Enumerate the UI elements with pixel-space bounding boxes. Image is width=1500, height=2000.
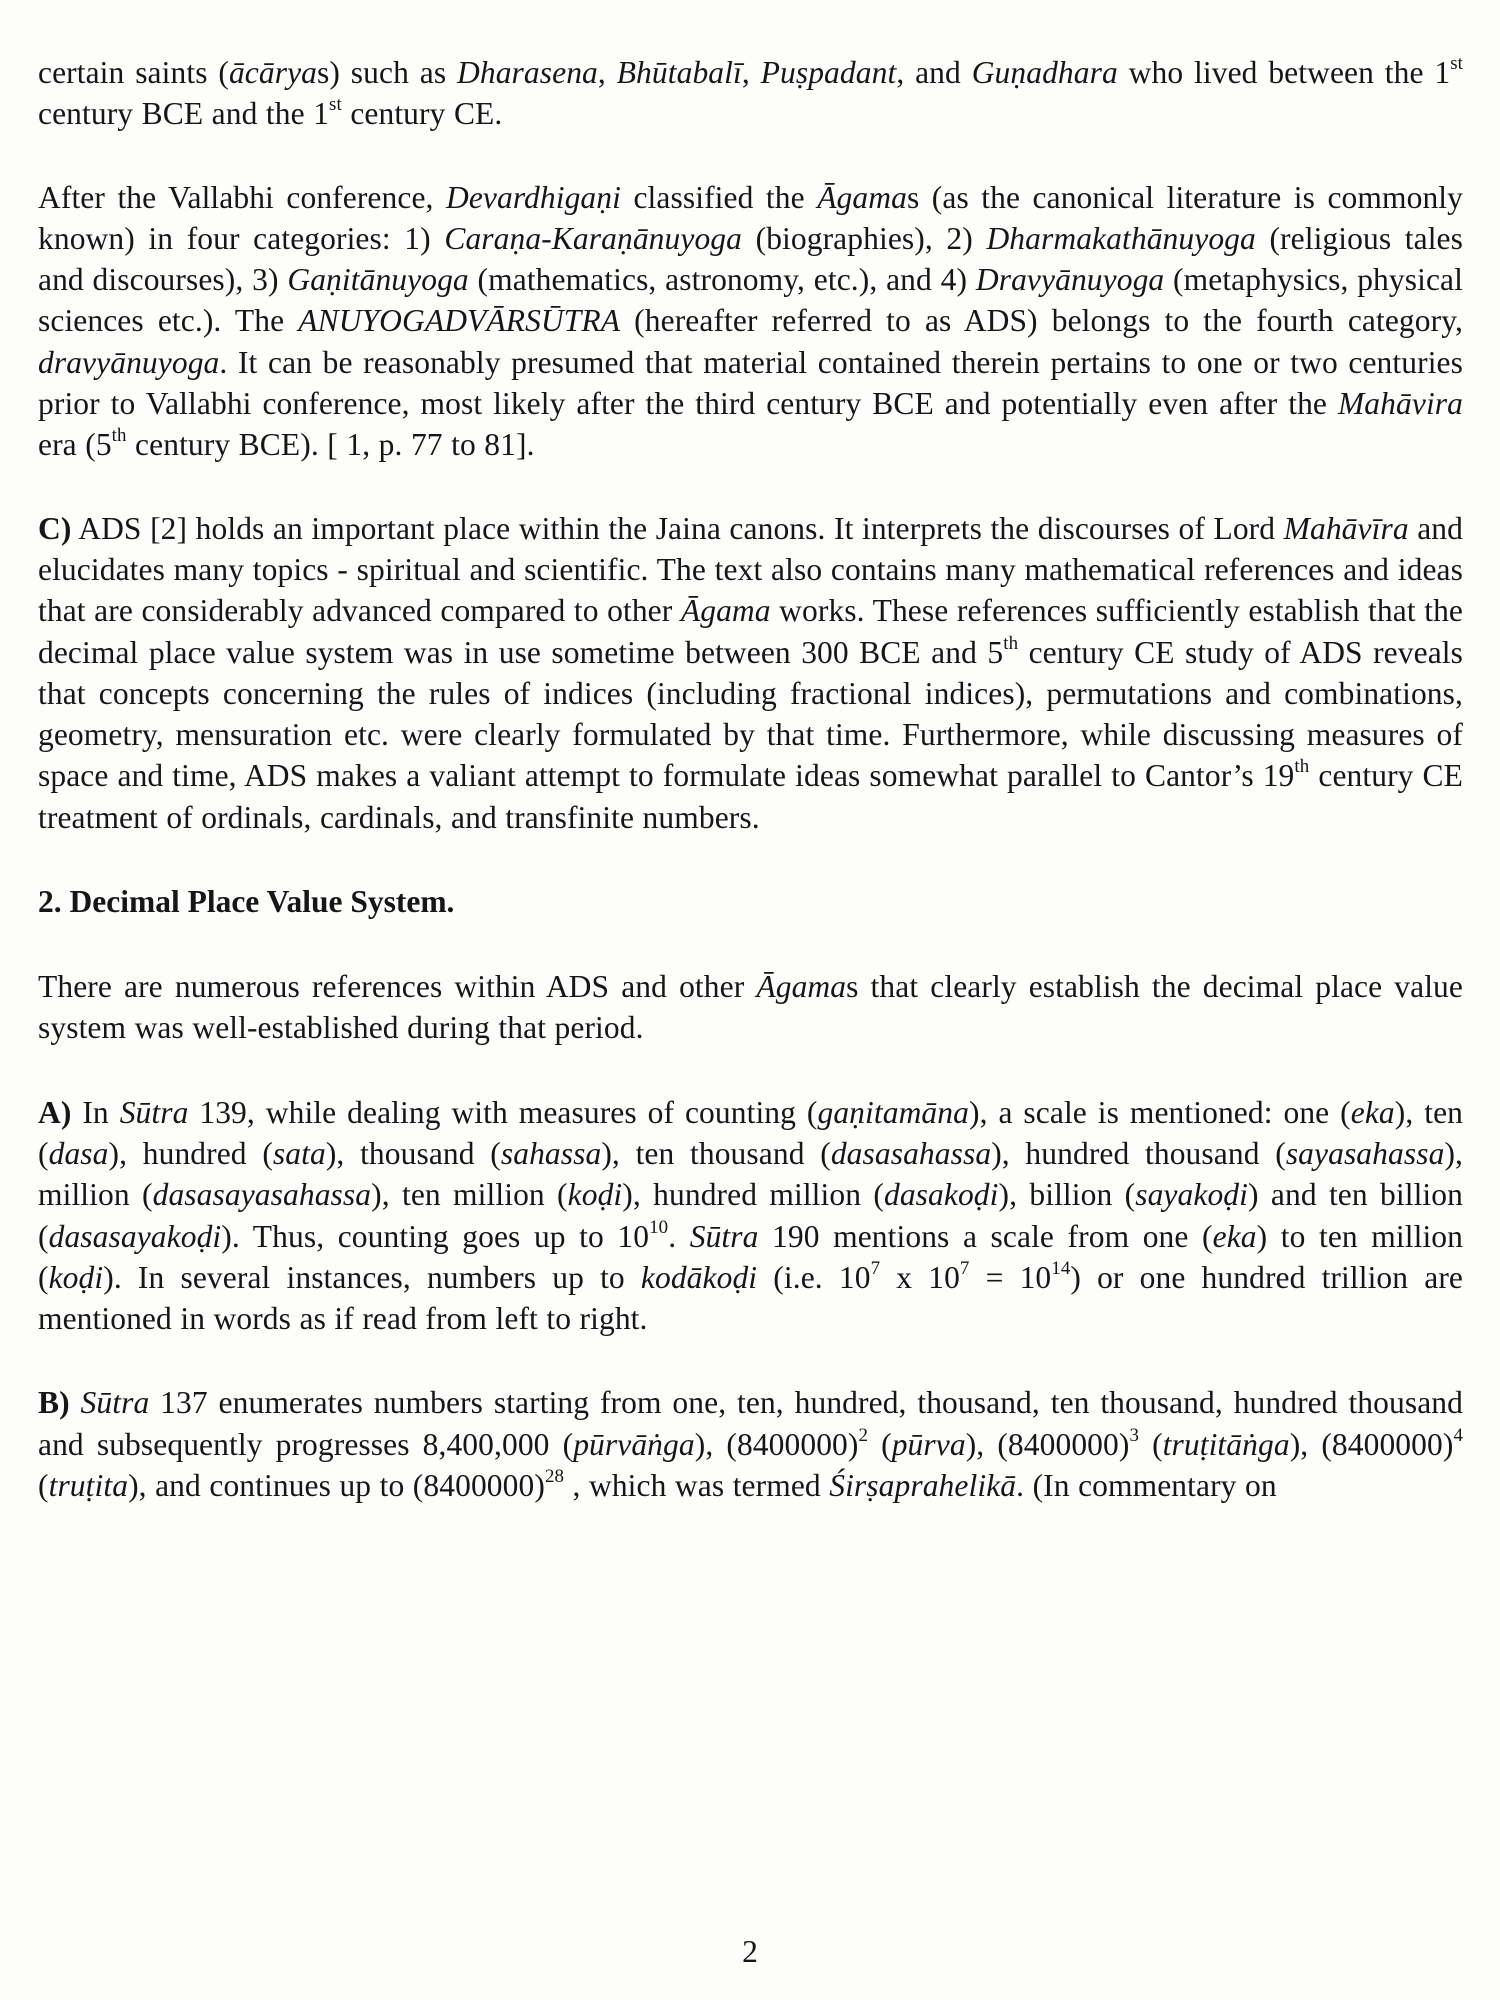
italic-term: Āgama <box>680 593 771 629</box>
superscript: 14 <box>1051 1257 1071 1279</box>
text-run: century BCE and the 1 <box>38 96 330 132</box>
italic-term: Mahāvīra <box>1283 510 1409 546</box>
text-run: There are numerous references within ADS and other <box>38 969 757 1005</box>
italic-term: Sūtra <box>119 1094 189 1130</box>
item-label: B) <box>38 1385 70 1421</box>
italic-term: Bhūtabalī <box>616 55 742 90</box>
text-run: ), a scale is mentioned: one ( <box>969 1094 1351 1130</box>
text-run: classified the <box>621 179 818 215</box>
text-run: ) and ten billion ( <box>38 1177 1463 1254</box>
text-run: s) such as <box>317 55 457 90</box>
text-run: (mathematics, astronomy, etc.), and 4) <box>468 262 976 298</box>
text-run: (metaphysics, physical sciences etc.). The <box>38 262 1463 339</box>
superscript: 4 <box>1453 1424 1463 1446</box>
paragraph-saints-continuation <box>38 52 1463 135</box>
superscript: st <box>329 94 342 116</box>
italic-term: Sūtra <box>689 1218 759 1254</box>
italic-term: kodākoḍi <box>640 1259 758 1295</box>
superscript: th <box>111 425 127 447</box>
item-label: C) <box>38 510 72 546</box>
text-run: ), hundred thousand ( <box>991 1135 1286 1171</box>
text-run: century CE study of ADS reveals that concepts concerning the rules of indices (including fractional indices), permutations and combinations, geometry, mensuration etc. were clearly formulated by that time. Furthermore, while discussing measures of space and time, ADS makes a valiant attempt to formulate ideas somewhat parallel to Cantor’s 19 <box>38 634 1463 794</box>
italic-term: Mahāvira <box>1337 386 1463 422</box>
italic-term: sata <box>272 1135 326 1171</box>
text-run: century CE. <box>341 96 503 132</box>
text-run: ( <box>1139 1426 1163 1462</box>
italic-term: sayasahassa <box>1285 1135 1445 1171</box>
text-run: ), hundred million ( <box>622 1177 884 1213</box>
text-run: era (5 <box>38 427 112 463</box>
text-run: ), ten ( <box>38 1094 1464 1171</box>
page-number: 2 <box>742 1934 758 1969</box>
italic-term: eka <box>1212 1218 1257 1254</box>
text-run: ). Thus, counting goes up to 10 <box>221 1218 650 1254</box>
text-run: ), million ( <box>38 1135 1464 1213</box>
text-run: ADS [2] holds an important place within the Jaina canons. It interprets the discourses of Lord <box>71 510 1284 546</box>
text-run: ), (8400000) <box>694 1426 859 1462</box>
text-run: ), (8400000) <box>1289 1426 1454 1462</box>
italic-term: sayakoḍi <box>1135 1177 1248 1213</box>
text-run: ), and continues up to (8400000) <box>128 1468 545 1504</box>
document-page <box>38 52 1463 1506</box>
text-run: . <box>668 1218 690 1254</box>
paragraph-a-sutra-139 <box>38 1092 1463 1340</box>
text-run: (hereafter referred to as ADS) belongs to the fourth category, <box>620 303 1463 339</box>
italic-term: koḍi <box>48 1259 104 1295</box>
superscript: 2 <box>858 1424 869 1446</box>
text-run: x 10 <box>880 1259 960 1295</box>
text-run: ) to ten million ( <box>38 1218 1464 1295</box>
text-run: s that clearly establish the decimal place value system was well-established during that period. <box>38 969 1463 1046</box>
italic-term: Āgama <box>817 179 907 215</box>
text-run: (i.e. 10 <box>757 1259 871 1295</box>
text-run: . (In commentary on <box>1016 1468 1277 1504</box>
italic-term: Devardhigaṇi <box>445 179 621 215</box>
italic-term: Dharasena <box>457 55 598 90</box>
superscript: st <box>1450 52 1464 74</box>
section-heading-decimal-place-value: 2. Decimal Place Value System. <box>38 884 455 920</box>
superscript: th <box>1003 632 1019 654</box>
superscript: 7 <box>870 1257 881 1279</box>
italic-term: Puṣpadant <box>760 55 897 90</box>
text-run: ), ten million ( <box>371 1177 568 1213</box>
text-run: . It can be reasonably presumed that material contained therein pertains to one or two centuries prior to Vallabhi conference, most likely after the third century BCE and potentially even after the <box>38 344 1463 422</box>
paragraph-vallabhi-conference <box>38 177 1463 466</box>
text-run: , which was termed <box>564 1468 830 1504</box>
italic-term: Śirṣaprahelikā <box>829 1468 1017 1504</box>
text-run: ), billion ( <box>998 1177 1136 1213</box>
italic-term: Āgama <box>756 969 847 1005</box>
italic-term: Guṇadhara <box>971 55 1118 90</box>
italic-term: pūrva <box>891 1426 966 1462</box>
text-run: and elucidates many topics - spiritual and scientific. The text also contains many mathematical references and ideas that are considerably advanced compared to other <box>38 510 1463 629</box>
text-run: who lived between the 1 <box>1117 55 1451 90</box>
italic-term: dasakoḍi <box>883 1177 999 1213</box>
text-run: , <box>597 55 617 90</box>
text-run: In <box>71 1094 120 1130</box>
italic-term: dasa <box>48 1135 109 1171</box>
text-run: ) or one hundred trillion are mentioned in words as if read from left to right. <box>38 1259 1464 1337</box>
text-run: ), hundred ( <box>108 1135 273 1171</box>
italic-term: Sūtra <box>80 1385 150 1421</box>
italic-term: dravyānuyoga <box>38 344 220 380</box>
text-run: (religious tales and discourses), 3) <box>38 220 1464 298</box>
italic-term: truṭitāṅga <box>1162 1426 1290 1462</box>
text-run <box>70 1385 81 1420</box>
paragraph-b-sutra-137 <box>38 1382 1463 1506</box>
text-run: certain saints ( <box>38 55 229 90</box>
superscript: th <box>1294 756 1310 778</box>
italic-term: dasasayakoḍi <box>48 1218 222 1254</box>
paragraph-numerous-references <box>38 966 1463 1049</box>
italic-term: Dharmakathānuyoga <box>986 220 1256 256</box>
text-run: ), thousand ( <box>325 1135 501 1171</box>
paragraph-c-ads-importance <box>38 508 1463 838</box>
italic-term: dasasayasahassa <box>152 1177 372 1213</box>
text-run: ( <box>868 1426 892 1462</box>
italic-term: truṭita <box>48 1468 129 1504</box>
text-run: century BCE). [ 1, p. 77 to 81]. <box>126 427 535 463</box>
text-run: , <box>741 55 761 90</box>
text-run: (biographies), 2) <box>742 220 987 256</box>
text-run: ). In several instances, numbers up to <box>103 1259 641 1295</box>
italic-term: ANUYOGADVĀRSŪTRA <box>298 303 621 339</box>
text-run: ), (8400000) <box>965 1426 1130 1462</box>
italic-term: gaṇitamāna <box>817 1094 969 1130</box>
italic-term: dasasahassa <box>830 1135 992 1171</box>
text-run: ( <box>38 1468 49 1504</box>
text-run: , and <box>896 55 972 90</box>
italic-term: koḍi <box>567 1177 623 1213</box>
item-label: A) <box>38 1094 72 1130</box>
text-run: works. These references sufficiently establish that the decimal place value system was in use sometime between 300 BCE and 5 <box>38 593 1463 670</box>
italic-term: Gaṇitānuyoga <box>287 262 469 298</box>
text-run: century CE treatment of ordinals, cardinals, and transfinite numbers. <box>38 758 1463 835</box>
italic-term: pūrvāṅga <box>573 1426 695 1462</box>
italic-term: eka <box>1350 1094 1395 1130</box>
superscript: 10 <box>649 1216 669 1238</box>
italic-term: Dravyānuyoga <box>975 262 1165 298</box>
text-run: ), ten thousand ( <box>601 1135 831 1171</box>
superscript: 3 <box>1129 1424 1140 1446</box>
text-run: 190 mentions a scale from one ( <box>758 1218 1213 1254</box>
italic-term: Caraṇa-Karaṇānuyoga <box>444 220 743 256</box>
italic-term: ācārya <box>228 55 318 90</box>
text-run: s (as the canonical literature is commonly known) in four categories: 1) <box>38 179 1463 256</box>
superscript: 7 <box>959 1257 970 1279</box>
italic-term: sahassa <box>500 1135 602 1171</box>
text-run: After the Vallabhi conference, <box>38 179 446 215</box>
text-run: = 10 <box>969 1259 1052 1295</box>
text-run: 139, while dealing with measures of counting ( <box>188 1094 818 1130</box>
text-run: 137 enumerates numbers starting from one, ten, hundred, thousand, ten thousand, hundred thousand and subsequently progresses 8,400,000 ( <box>38 1385 1463 1462</box>
superscript: 28 <box>544 1465 565 1487</box>
